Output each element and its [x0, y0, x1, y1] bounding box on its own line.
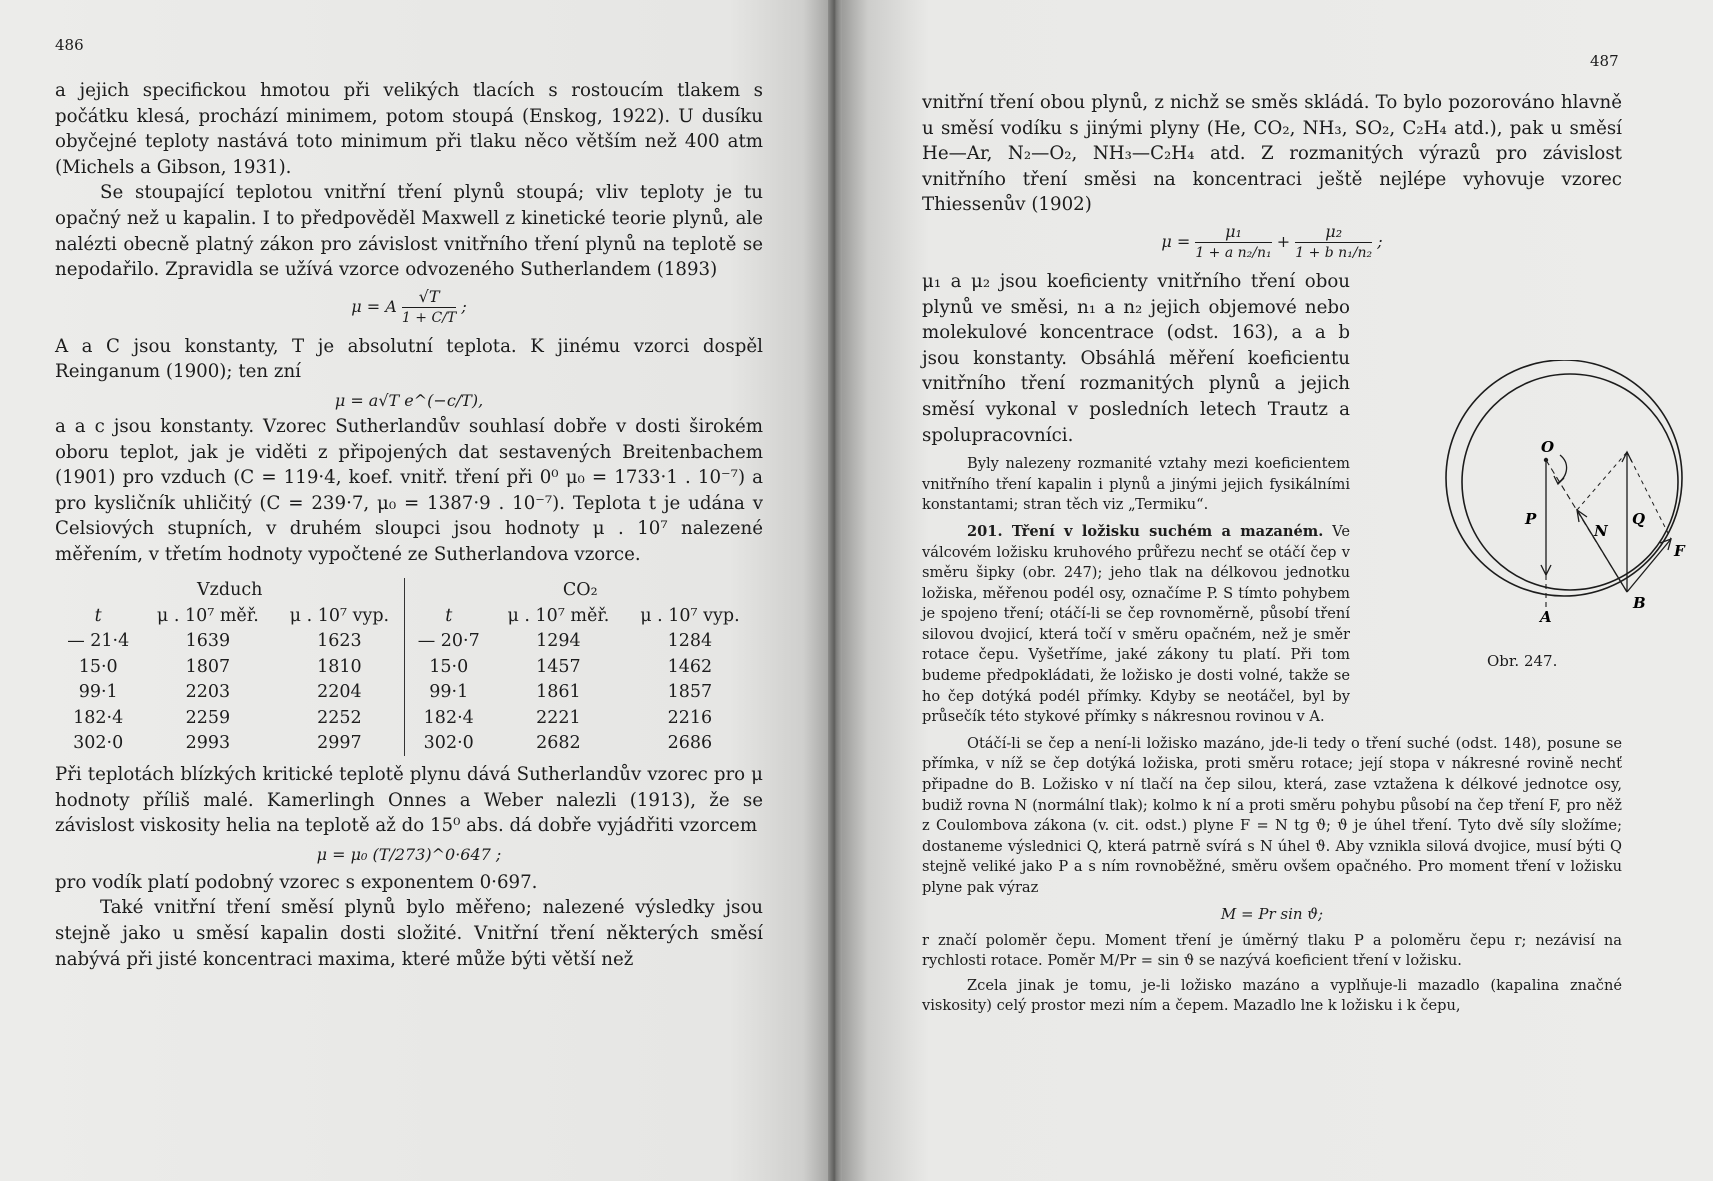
table-cell: 2221: [536, 707, 581, 728]
table-header: μ . 10⁷ měř.: [507, 605, 610, 626]
table-cell: 302·0: [405, 731, 492, 757]
left-para-7: Také vnitřní tření směsí plynů bylo měřeno; nalezené výsledky jsou stejně jako u směsí kapalin dosti složité. Vnitřní tření některých směsí nabývá při jisté koncentraci maxima, které může býti větší než: [55, 897, 763, 970]
text-beside-figure: [922, 269, 1350, 728]
label-n: N: [1594, 522, 1608, 540]
onnes-weber-equation: μ = μ₀ (T/273)^0·647 ;: [316, 844, 502, 864]
table-cell: 15·0: [405, 654, 492, 680]
right-text-column: [922, 90, 1685, 1017]
right-para-5: Otáčí-li se čep a není-li ložisko mazáno, jde-li tedy o tření suché (odst. 148), posune se přímka, v níž se čep dotýká ložiska, proti směru rotace; její stopa v nákresné rovině nechť připadne do B. Ložisko v ní tlačí na čep silou, která, zase vztažena k délkové jednotce osy, budiž rovna N (normální tlak); kolmo k ní a proti směru pohybu působí na čep tření F, pro něž z Coulombova zákona (v. cit. odst.) plyne F = N tg ϑ; ϑ je úhel tření. Tyto dvě síly složíme; dostaneme výslednici Q, která patrně svírá s N úhel ϑ. Aby vznikla silová dvojice, musí býti Q stejně veliké jako P a s ním rovnoběžné, směru ovšem opačného. Pro moment tření v ložisku plyne pak výraz: [922, 734, 1622, 896]
right-para-4-text: Ve válcovém ložisku kruhového průřezu nechť se otáčí čep v směru šipky (obr. 247); jeho tlak na délkovou jednotku ložiska, měřenou podél osy, označíme P. S tímto pohybem je spojeno tření; otáčí-li se čep rovnoměrně, působí tření silovou dvojicí, která točí v směru opačném, než je směr rotace čepu. Vyšetříme, jaké zákony tu platí. Při tom budeme předpokládati, že ložisko je dosti volné, takže se ho čep dotýká podél přímky. Kdyby se neotáčel, byl by průsečík této stykové přímky s nákresnou rovinou v A.: [922, 522, 1351, 726]
table-cell: 99·1: [405, 680, 492, 706]
table-row: [55, 731, 755, 757]
label-q: Q: [1632, 510, 1646, 528]
label-p: P: [1525, 510, 1537, 528]
table-cell: — 20·7: [405, 629, 492, 655]
thiessen-equation: μ = $\frac{\text{μ₁}}{\text{1 + a n₂/n₁}}$ + $\frac{\text{μ₂}}{\text{1 + b n₁/n₂}}$ ;: [1161, 221, 1383, 261]
table-cell: 1462: [667, 656, 713, 677]
label-f: F: [1674, 542, 1685, 560]
right-para-6: r značí poloměr čepu. Moment tření je úměrný tlaku P a poloměru čepu r; nezávisí na rychlosti rotace. Poměr M/Pr = sin ϑ se nazývá koeficient tření v ložisku.: [922, 931, 1622, 970]
right-page: [842, 0, 1713, 1181]
right-para-1: vnitřní tření obou plynů, z nichž se směs skládá. To bylo pozorováno hlavně u směsí vodíku s jinými plyny (He, CO₂, NH₃, SO₂, C₂H₄ atd.), pak u směsí He—Ar, N₂—O₂, NH₃—C₂H₄ atd. Z rozmanitých výrazů pro závislost vnitřního tření směsi na koncentraci ještě nejlépe vyhovuje vzorec Thiessenův (1902): [922, 92, 1622, 216]
label-a: A: [1540, 608, 1552, 622]
left-para-5: Při teplotách blízkých kritické teplotě plynu dává Sutherlandův vzorec pro μ hodnoty příliš malé. Kamerlingh Onnes a Weber nalezli (1913), že se závislost viskosity helia na teplotě až do 15⁰ abs. dá dobře vyjádřiti vzorcem: [55, 764, 763, 837]
table-header: t: [405, 603, 492, 629]
label-b: B: [1633, 594, 1646, 612]
right-para-4: [922, 522, 1350, 728]
table-cell: 1807: [185, 656, 231, 677]
table-cell: 2686: [667, 733, 713, 754]
table-group-air: Vzduch: [197, 580, 263, 601]
table-cell: 2997: [317, 733, 362, 754]
left-para-6: pro vodík platí podobný vzorec s exponentem 0·697.: [55, 871, 538, 893]
table-cell: 182·4: [73, 707, 124, 728]
left-page: [0, 0, 828, 1181]
label-o: O: [1541, 438, 1555, 456]
viscosity-table: [55, 578, 755, 757]
table-cell: 1284: [667, 631, 713, 652]
table-cell: 182·4: [405, 705, 492, 731]
table-cell: 2203: [185, 682, 231, 703]
table-cell: 2259: [185, 707, 231, 728]
right-para-3: Byly nalezeny rozmanité vztahy mezi koeficientem vnitřního tření kapalin i plynů a jinými jejich fysikálními konstantami; stran těch viz „Termiku“.: [922, 455, 1350, 514]
table-cell: 2252: [317, 707, 362, 728]
right-para-7: Zcela jinak je tomu, je-li ložisko mazáno a vyplňuje-li mazadlo (kapalina značné viskosity) celý prostor mezi ním a čepem. Mazadlo lne k ložisku i k čepu,: [922, 976, 1622, 1015]
right-para-2: μ₁ a μ₂ jsou koeficienty vnitřního tření obou plynů ve směsi, n₁ a n₂ jejich objemové nebo molekulové koncentrace (odst. 163), a a b jsou konstanty. Obsáhlá měření koeficientu vnitřního tření rozmanitých plynů a jejich směsí vykonal v posledních letech Trautz a spolupracovníci.: [922, 270, 1350, 446]
table-header: μ . 10⁷ vyp.: [289, 605, 390, 626]
sutherland-equation: μ = A $\frac{√T}{1 + C/T}$ ;: [351, 286, 467, 326]
table-header: t: [94, 605, 102, 626]
force-f-line: [1627, 539, 1671, 592]
left-text-column: [55, 78, 763, 972]
page-number-left: 486: [55, 36, 84, 54]
left-para-2: Se stoupající teplotou vnitřní tření plynů stoupá; vliv teploty je tu opačný než u kapalin. I to předpověděl Maxwell z kinetické teorie plynů, ale nalézti obecně platný zákon pro závislost vnitřního tření plynů na teplotě se nepodařilo. Zpravidla se užívá vzorce odvozeného Sutherlandem (1893): [55, 182, 763, 281]
table-cell: 2216: [667, 707, 713, 728]
left-para-3: A a C jsou konstanty, T je absolutní teplota. K jinému vzorci dospěl Reinganum (1900); ten zní: [55, 335, 763, 383]
reinganum-equation: μ = a√T e^(−c/T),: [334, 390, 484, 410]
table-row: [55, 705, 755, 731]
table-cell: 1861: [536, 682, 581, 703]
table-group-co2: CO₂: [405, 578, 755, 604]
left-para-4: a a c jsou konstanty. Vzorec Sutherlandův souhlasí dobře v dosti širokém oboru teplot, jak je viděti z připojených dat sestavených Breitenbachem (1901) pro vzduch (C = 119·4, koef. vnitř. tření při 0⁰ μ₀ = 1733·1 . 10⁻⁷) a pro kysličník uhličitý (C = 239·7, μ₀ = 1387·9 . 10⁻⁷). Teplota t je udána v Celsiových stupních, v druhém sloupci jsou hodnoty μ . 10⁷ nalezené měřením, v třetím hodnoty vypočtené ze Sutherlandova vzorce.: [55, 415, 763, 565]
table-cell: 1457: [536, 656, 581, 677]
table-cell: 1294: [536, 631, 581, 652]
table-header: μ . 10⁷ měř.: [156, 605, 259, 626]
friction-moment-equation: M = Pr sin ϑ;: [1220, 904, 1324, 923]
table-cell: 99·1: [78, 682, 118, 703]
table-header: μ . 10⁷ vyp.: [640, 605, 740, 626]
table-cell: 1810: [317, 656, 362, 677]
section-title: 201. Tření v ložisku suchém a mazaném.: [967, 522, 1324, 540]
figure-caption: Obr. 247.: [1487, 652, 1558, 670]
table-cell: — 21·4: [67, 631, 130, 652]
table-cell: 1857: [667, 682, 713, 703]
journal-circle: [1462, 374, 1678, 590]
table-cell: 15·0: [78, 656, 118, 677]
table-cell: 2682: [536, 733, 581, 754]
bearing-figure: [1442, 360, 1696, 622]
left-para-1: a jejich specifickou hmotou při velikých tlacích s rostoucím tlakem s počátku klesá, prochází minimem, potom stoupá (Enskog, 1922). U dusíku obyčejné teploty nastává toto minimum při tlaku něco větším než 400 atm (Michels a Gibson, 1931).: [55, 80, 763, 178]
book-gutter: [828, 0, 842, 1181]
table-row: [55, 629, 755, 655]
table-row: [55, 654, 755, 680]
table-header-row: [55, 603, 755, 629]
table-cell: 302·0: [73, 733, 124, 754]
table-row: [55, 680, 755, 706]
table-cell: 1623: [317, 631, 362, 652]
table-cell: 2993: [185, 733, 231, 754]
table-cell: 2204: [317, 682, 362, 703]
table-group-header: [55, 578, 755, 604]
page-number-right: 487: [1590, 52, 1619, 70]
table-cell: 1639: [185, 631, 231, 652]
